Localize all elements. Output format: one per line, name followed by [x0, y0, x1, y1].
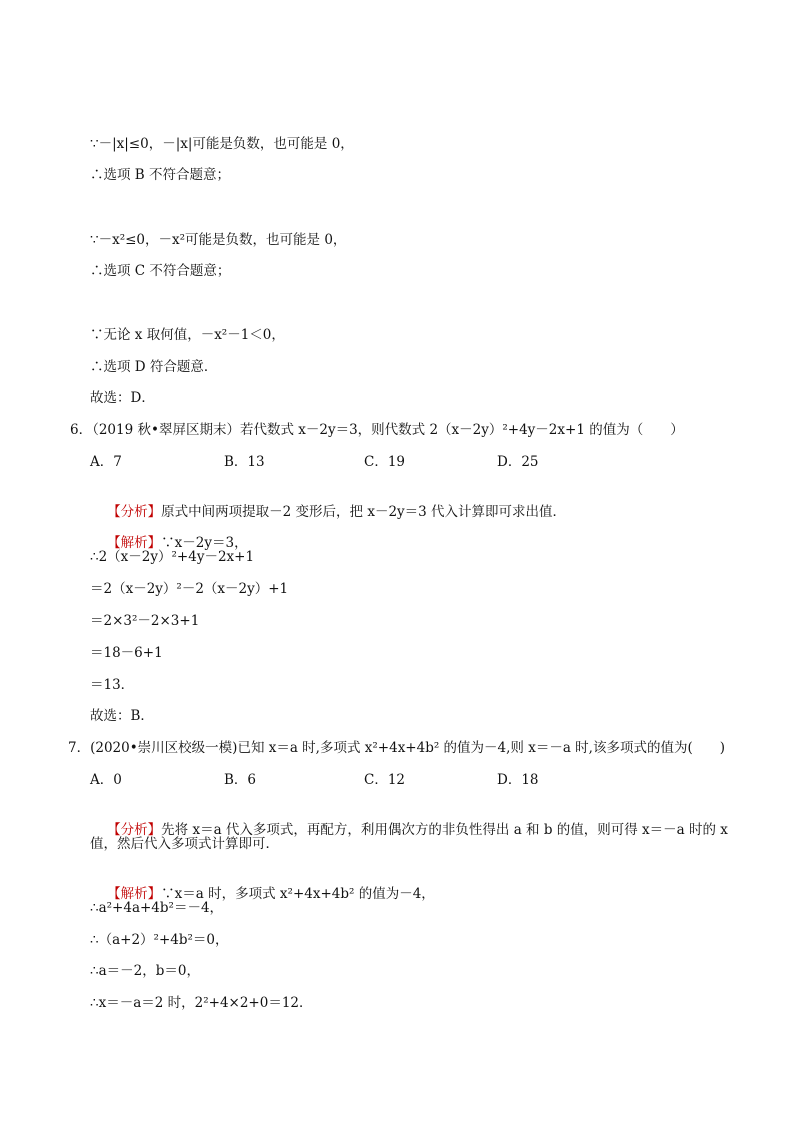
q7-stem: 7．(2020•崇川区校级一模)已知 x＝a 时,多项式 x²+4x+4b² 的值为－4,则 x＝－a 时,该多项式的值为( ) [68, 740, 726, 756]
analysis-text: 原式中间两项提取－2 变形后，把 x－2y＝3 代入计算即可求出值． [161, 504, 567, 520]
analysis-text: 先将 x＝a 代入多项式，再配方，利用偶次方的非负性得出 a 和 b 的值，则可得 x＝－a 时的 x [161, 822, 728, 838]
solution-step: ＝18－6+1 [90, 645, 163, 661]
solution-step: ∴2（x－2y）²+4y－2x+1 [90, 549, 255, 565]
analysis-tag: 【分析】 [107, 822, 162, 838]
solution-step: ∴a＝－2，b＝0， [90, 963, 200, 979]
q7-option-a: A．0 [90, 772, 122, 788]
q6-option-a: A．7 [90, 454, 122, 470]
line-option-c: ∴选项 C 不符合题意； [90, 263, 231, 279]
line-abs-nonpositive: ∵－|x|≤0，－|x|可能是负数，也可能是 0， [90, 136, 354, 152]
solution-step: ∴（a+2）²+4b²＝0， [90, 932, 229, 948]
q7-option-c: C．12 [364, 772, 406, 788]
analysis-tag: 【分析】 [107, 504, 162, 520]
solution-step: ＝2×3²－2×3+1 [90, 613, 200, 629]
solution-step: ∵x＝a 时，多项式 x²+4x+4b² 的值为－4， [161, 886, 435, 902]
q7-option-b: B．6 [224, 772, 257, 788]
line-answer-q5: 故选：D． [90, 390, 155, 406]
q7-analysis-cont: 值，然后代入多项式计算即可． [90, 836, 279, 852]
q6-option-d: D．25 [497, 454, 539, 470]
line-any-x: ∵无论 x 取何值，－x²－1＜0， [90, 327, 285, 343]
line-option-b: ∴选项 B 不符合题意； [90, 167, 231, 183]
solution-step: ∴a²+4a+4b²＝－4， [90, 900, 224, 916]
solution-step: ＝13． [90, 677, 135, 693]
line-square-nonpositive: ∵－x²≤0，－x²可能是负数，也可能是 0， [90, 232, 347, 248]
q6-option-c: C．19 [364, 454, 406, 470]
solution-step: ∵x－2y＝3， [161, 535, 248, 551]
q6-stem: 6．（2019 秋•翠屏区期末）若代数式 x－2y＝3，则代数式 2（x－2y）²+4y－2x+1 的值为（ ） [70, 422, 684, 438]
q6-option-b: B．13 [224, 454, 265, 470]
line-option-d: ∴选项 D 符合题意． [90, 359, 218, 375]
solution-step: ∴x＝－a＝2 时，2²+4×2+0＝12． [90, 995, 313, 1011]
solution-step: ＝2（x－2y）²－2（x－2y）+1 [90, 581, 289, 597]
answer-q6: 故选：B． [90, 708, 154, 724]
q7-option-d: D．18 [497, 772, 539, 788]
solution-tag: 【解析】 [107, 535, 162, 551]
solution-tag: 【解析】 [107, 886, 162, 902]
